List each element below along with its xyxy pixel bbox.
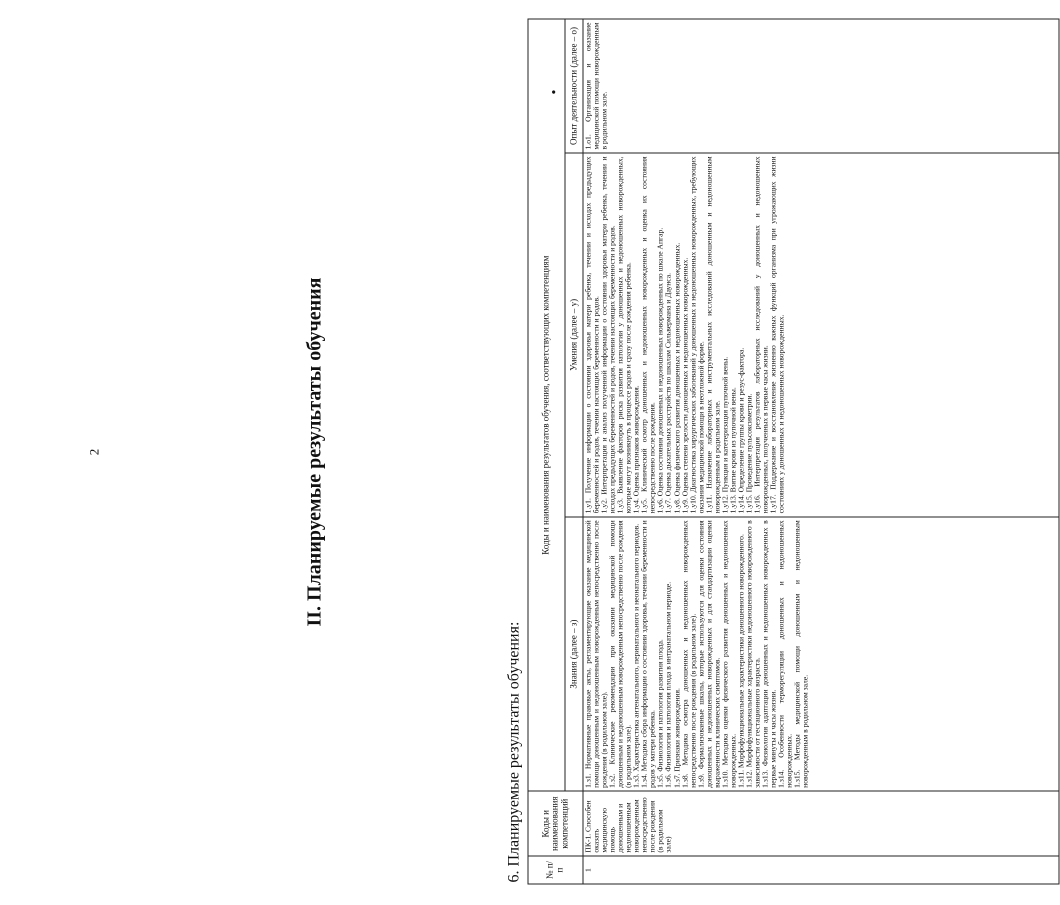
list-item: 1.у16. Интерпретация результатов лабораторных исследований у доношенных и недоношенных новорожденных, полученных в первые часы жизни. xyxy=(752,156,770,514)
list-item: 1.з6. Физиология и патология плода в интранатальном периоде. xyxy=(663,581,673,788)
header-experience: Опыт деятельности (далее – о) xyxy=(565,19,583,153)
header-competency: Коды и наименования компетенций xyxy=(528,791,583,856)
list-item: 1.з2. Клинические рекомендации при оказании медицинской помощи доношенным и недоношенным новорожденным непосредственно после рождения (в родильном зале). xyxy=(607,520,633,788)
list-item: 1.з1. Нормативные правовые акты, регламентирующие оказание медицинской помощи доношенным и недоношенным новорожденным непосредственно после рождения (в родильном зале). xyxy=(583,520,609,788)
list-item: 1.з15. Методы медицинской помощи доношенным и недоношенным новорожденным в родильном зале. xyxy=(792,520,810,788)
header-skills: Умения (далее – у) xyxy=(565,153,583,517)
list-item: 1.у14. Определение группы крови и резус-фактора. xyxy=(736,347,746,514)
list-item: 1.з5. Физиология и патология развития плода. xyxy=(655,639,665,788)
list-item: 1.у17. Поддержание и восстановление жизненно важных функций организма при угрожающих жизни состояниях у доношенных и недоношенных новорожденных. xyxy=(768,156,786,514)
list-item: 1.з7. Признаки живорождения. xyxy=(672,688,682,788)
section-title: II. Планируемые результаты обучения xyxy=(303,277,326,627)
page-number: 2 xyxy=(86,448,102,456)
row-number: 1 xyxy=(583,856,1059,884)
header-knowledge: Знания (далее – з) xyxy=(565,517,583,792)
list-item: 1.у4. Оценка признаков живорождения. xyxy=(631,385,641,514)
list-item: 1.з12. Морфофункциональные характеристики недоношенного новорожденного в зависимости от гестационного возраста. xyxy=(744,520,762,788)
list-item: 1.о1. Организация и оказание медицинской помощи новорожденным в родильном зале. xyxy=(583,22,609,150)
list-item: 1.у7. Оценка дыхательных расстройств по шкалам Сильвермана и Даунса. xyxy=(663,272,673,514)
list-item: 1.з9. Формализованные шкалы, которые используются для оценки состояния доношенных и недоношенных новорожденных и для стандартизации оценки выраженности клинических симптомов. xyxy=(696,520,722,788)
subsection-title: 6. Планируемые результаты обучения: xyxy=(505,621,523,883)
knowledge-cell xyxy=(583,517,1059,792)
list-item: 1.з10. Методика оценки физического развития доношенных и недоношенных новорожденных. xyxy=(720,520,738,788)
list-item: 1.з14. Особенности терморегуляции доношенных и недоношенных новорожденных. xyxy=(776,520,794,788)
row-competency: ПК-1. Способен оказать медицинскую помощь доношенным и недоношенным новорожденным непосредственно после рождения (в родильном зале) xyxy=(583,791,1059,856)
list-item: 1.з4. Методика сбора информации о состоянии здоровья, течении беременности и родов у матери ребенка. xyxy=(639,520,657,788)
experience-cell xyxy=(583,19,1059,153)
list-item: 1.у1. Получение информации о состоянии здоровья матери ребенка, течении и исходах предыдущих беременностей и родов, течении настоящих беременности и родов. xyxy=(583,156,601,514)
rotated-page xyxy=(1,0,810,905)
list-item: 1.у12. Пункция и катетеризация пупочной вены. xyxy=(720,356,730,514)
list-item: 1.у6. Оценка состояния доношенных и недоношенных новорожденных по шкале Апгар. xyxy=(655,227,665,514)
list-item: 1.у2. Интерпретация и анализ полученной информации о состоянии здоровья матери ребенка, течении и исходах предыдущих беременностей и родов, течении настоящих беременности и родов. xyxy=(599,156,617,514)
list-item: 1.у5. Клинический осмотр доношенных и недоношенных новорожденных и оценка их состояния непосредственно после рождения. xyxy=(639,156,657,514)
header-number: № п/п xyxy=(528,856,583,884)
list-item: 1.з11. Морфофункциональные характеристики доношенного новорожденного. xyxy=(736,534,746,788)
stray-dot: • xyxy=(547,89,563,95)
list-item: 1.у13. Взятие крови из пупочной вены. xyxy=(728,387,738,514)
table-row xyxy=(583,19,1059,884)
header-outcomes-group: Коды и наименования результатов обучения, соответствующих компетенциям xyxy=(528,19,565,791)
list-item: 1.у9. Оценка степени зрелости доношенных и недоношенных новорожденных. xyxy=(680,257,690,514)
list-item: 1.у11. Назначение лабораторных и инструментальных исследований доношенным и недоношенным новорожденным в родильном зале. xyxy=(704,156,722,514)
list-item: 1.з3. Характеристика антенатального, перинатального и неонатального периодов. xyxy=(631,523,641,788)
learning-outcomes-table xyxy=(528,19,1060,885)
list-item: 1.у8. Оценка физического развития доношенных и недоношенных новорожденных. xyxy=(672,242,682,514)
skills-cell xyxy=(583,153,1059,517)
list-item: 1.у10. Диагностика хирургических заболеваний у доношенных и недоношенных новорожденных, требующих оказания медицинской помощи в неотложной форме. xyxy=(688,156,706,514)
list-item: 1.з13. Физиология адаптации доношенных и недоношенных новорожденных в первые минуты и часы жизни. xyxy=(760,520,778,788)
list-item: 1.у3. Выявление факторов риска развития патологии у доношенных и недоношенных новорожденных, которые могут возникнуть в процессе родов и сразу после рождения ребенка. xyxy=(615,156,633,514)
list-item: 1.у15. Проведение пульсоксиметрии. xyxy=(744,393,754,514)
list-item: 1.з8. Методика осмотра доношенных и недоношенных новорожденных непосредственно после рождения (в родильном зале). xyxy=(680,520,698,788)
